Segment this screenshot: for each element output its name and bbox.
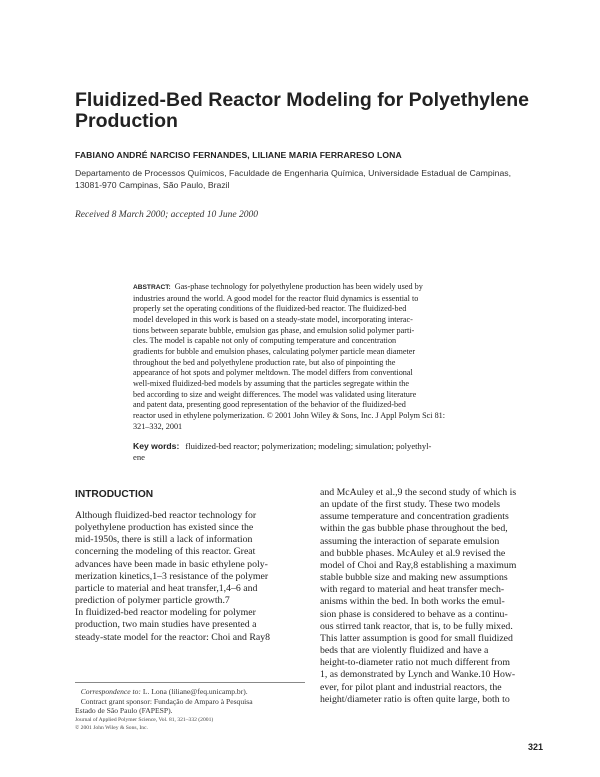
journal-citation — [75, 717, 311, 733]
received-dates: Received 8 March 2000; accepted 10 June 2000 — [75, 210, 258, 220]
body-line: particle to material and heat transfer,1,4–6 and — [75, 582, 258, 594]
abstract-line: reactor used in ethylene polymerization. © 2001 John Wiley & Sons, Inc. J Appl Polym Sci 81: — [133, 410, 446, 420]
author-list: FABIANO ANDRÉ NARCISO FERNANDES, LILIANE MARIA FERRARESO LONA — [75, 150, 402, 160]
grant-text: Contract grant sponsor: Fundação de Amparo à Pesquisa — [80, 696, 253, 706]
body-line: height/diameter ratio is often quite large, both to — [320, 693, 510, 705]
correspondence-email[interactable]: L. Lona (liliane@feq.unicamp.br). — [142, 687, 248, 696]
body-line: beds that are violently fluidized and have a — [320, 645, 489, 657]
abstract-line: cles. The model is capable not only of computing temperature and concentration — [133, 336, 397, 346]
body-line: ous stirred tank reactor, that is, to be fully mixed. — [320, 620, 513, 632]
abstract-line: appearance of hot spots and polymer meltdown. The model differs from conventional — [133, 368, 413, 378]
title-line-2: Production — [75, 110, 178, 132]
body-line: production, two main studies have presented a — [75, 619, 257, 631]
title-line-1: Fluidized-Bed Reactor Modeling for Polyethylene — [75, 89, 529, 111]
body-line: mid-1950s, there is still a lack of information — [75, 534, 253, 546]
copyright-line: © 2001 John Wiley & Sons, Inc. — [75, 724, 148, 731]
body-line: height-to-diameter ratio not much different from — [320, 657, 510, 669]
footnotes — [75, 687, 311, 716]
body-line: stable bubble size and making new assumptions — [320, 572, 508, 584]
body-line: sion phase is considered to behave as a continu- — [320, 608, 508, 620]
grant-line-2: Estado de São Paulo (FAPESP). — [75, 706, 173, 716]
abstract-line: and patent data, presenting good representation of the behavior of the fluidized-bed — [133, 400, 406, 410]
body-line: within the gas bubble phase throughout the bed, — [320, 523, 508, 535]
body-line: concerning the modeling of this reactor. Great — [75, 546, 256, 558]
body-line: and McAuley et al.,9 the second study of which is — [320, 487, 517, 498]
abstract-line: well-mixed fluidized-bed models by assuming that the particles segregate within the — [133, 378, 410, 388]
paper-title — [75, 90, 535, 132]
keywords-line: fluidized-bed reactor; polymerization; modeling; simulation; polyethyl- — [185, 441, 432, 451]
abstract-line: bed according to size and weight differences. The model was validated using literature — [133, 389, 417, 399]
journal-line: Journal of Applied Polymer Science, Vol. 81, 321–332 (2001) — [75, 717, 214, 723]
abstract-line: throughout the bed and polyethylene production rate, but also of pinpointing the — [133, 357, 396, 367]
abstract-label: ABSTRACT: — [133, 284, 171, 291]
abstract-line: gradients for bubble and emulsion phases, calculating polymer particle mean diameter — [133, 346, 416, 356]
body-line: 1, as demonstrated by Lynch and Wanke.10 How- — [320, 669, 516, 681]
abstract-line: properly set the operating conditions of the fluidized-bed reactor. The fluidized-bed — [133, 304, 407, 314]
keywords-line: ene — [133, 452, 145, 462]
grant-line-1 — [75, 697, 311, 707]
affiliation-line-2: 13081-970 Campinas, São Paulo, Brazil — [75, 180, 230, 190]
keywords — [133, 441, 485, 463]
abstract — [133, 282, 485, 432]
keywords-label: Key words: — [133, 441, 180, 451]
body-line: assuming the interaction of separate emulsion — [320, 535, 500, 547]
affiliation — [75, 167, 555, 191]
abstract-line: Gas-phase technology for polyethylene production has been widely used by — [174, 282, 423, 291]
body-line: prediction of polymer particle growth.7 — [75, 595, 230, 607]
right-column — [320, 487, 550, 706]
left-column — [75, 510, 305, 644]
abstract-line: model developed in this work is based on a steady-state model, incorporating interac- — [133, 314, 413, 324]
body-line: This latter assumption is good for small fluidized — [320, 632, 513, 644]
abstract-line-first — [133, 282, 485, 294]
keywords-line-first — [133, 441, 485, 452]
body-line: and bubble phases. McAuley et al.9 revised the — [320, 547, 506, 559]
correspondence-label: Correspondence to: — [80, 687, 141, 696]
body-line: steady-state model for the reactor: Choi and Ray8 — [75, 631, 271, 643]
body-line: Although fluidized-bed reactor technology for — [75, 510, 257, 521]
abstract-line: tions between separate bubble, emulsion gas phase, and emulsion solid polymer parti- — [133, 325, 415, 335]
body-line: advances have been made in basic ethylene poly- — [75, 558, 268, 570]
page-number: 321 — [528, 742, 544, 752]
body-line: an update of the first study. These two models — [320, 499, 501, 511]
body-line: with regard to material and heat transfer mech- — [320, 584, 505, 596]
body-line: assume temperature and concentration gradients — [320, 511, 509, 523]
body-line: ever, for pilot plant and industrial reactors, the — [320, 681, 502, 693]
correspondence-line — [75, 687, 311, 697]
abstract-line: 321–332, 2001 — [133, 421, 183, 431]
abstract-line: industries around the world. A good model for the reactor fluid dynamics is essential to — [133, 293, 419, 303]
affiliation-line-1: Departamento de Processos Químicos, Faculdade de Engenharia Química, Universidade Estadual de Campinas, — [75, 168, 512, 178]
body-line: In fluidized-bed reactor modeling for polymer — [75, 607, 256, 619]
body-line: merization kinetics,1–3 resistance of the polymer — [75, 570, 269, 582]
body-line: model of Choi and Ray,8 establishing a maximum — [320, 559, 517, 571]
body-line: polyethylene production has existed since the — [75, 522, 254, 534]
body-line: anisms within the bed. In both works the emul- — [320, 596, 505, 608]
footnote-divider — [75, 682, 305, 683]
section-heading: INTRODUCTION — [75, 489, 154, 500]
